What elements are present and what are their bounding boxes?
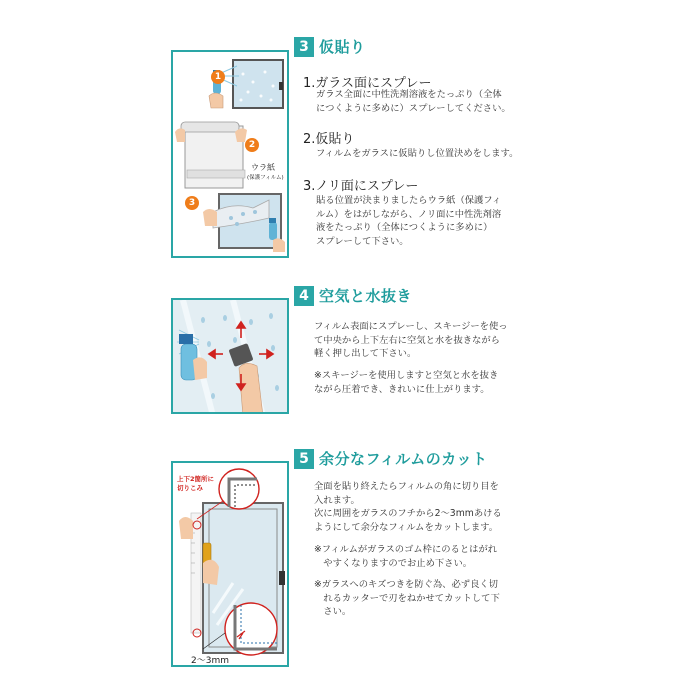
step5-heading (294, 448, 488, 469)
step5-title: 余分なフィルムのカット (319, 450, 488, 468)
step3-heading (294, 36, 366, 57)
cut-note: 上下2箇所に 切りこみ (177, 475, 215, 492)
step3-title: 仮貼り (319, 38, 366, 56)
step3-item3-title: 3.ノリ面にスプレー (303, 179, 419, 194)
step5-text: 全面を貼り終えたらフィルムの角に切り目を 入れます。 次に周囲をガラスのフチから2～3mmあける ようにして余分なフィルムをカットします。 (314, 481, 502, 533)
step5-illustration-svg (173, 463, 289, 667)
step3-illustration-svg (173, 52, 289, 258)
step5-number: 5 (294, 449, 314, 469)
step3-item2-title: 2.仮貼り (303, 132, 355, 147)
film-sublabel: (保護フィルム) (247, 175, 284, 181)
step3-item1-text: ガラス全面に中性洗剤溶液をたっぷり（全体 につくように多めに）スプレーしてください。 (316, 89, 511, 114)
step3-badge-2: 2 (245, 138, 259, 152)
step4-text: フィルム表面にスプレーし、スキージーを使っ て中央から上下左右に空気と水を抜きながら 軽く押し出して下さい。 (314, 321, 508, 359)
step4-illustration-svg (173, 300, 289, 414)
step4-illustration (171, 298, 289, 414)
step3-number: 3 (294, 37, 314, 57)
step5-note1: ※フィルムがガラスのゴム枠にのるとはがれ やすくなりますのでお止め下さい。 (314, 544, 498, 569)
film-label: ウラ紙 (251, 163, 275, 172)
step4-note: ※スキージーを使用しますと空気と水を抜き ながら圧着でき、きれいに仕上がります。 (314, 370, 499, 395)
step3-badge-3: 3 (185, 196, 199, 210)
step4-heading (294, 285, 412, 306)
step3-item1-title: 1.ガラス面にスプレー (303, 76, 432, 91)
gap-dimension-label: 2～3mm (191, 656, 229, 666)
step3-item3-text: 貼る位置が決まりましたらウラ紙（保護フィ ルム）をはがしながら、ノリ面に中性洗剤溶 液をたっぷり（全体につくように多めに） スプレーして下さい。 (316, 195, 502, 247)
step4-number: 4 (294, 286, 314, 306)
step4-title: 空気と水抜き (319, 287, 413, 305)
step3-illustration (171, 50, 289, 258)
step5-illustration (171, 461, 289, 667)
step3-item2-text: フィルムをガラスに仮貼りし位置決めをします。 (316, 148, 519, 159)
step3-badge-1: 1 (211, 70, 225, 84)
step5-note2: ※ガラスへのキズつきを防ぐ為、必ず良く切 れるカッターで刃をねかせてカットして下 さい。 (314, 579, 500, 617)
